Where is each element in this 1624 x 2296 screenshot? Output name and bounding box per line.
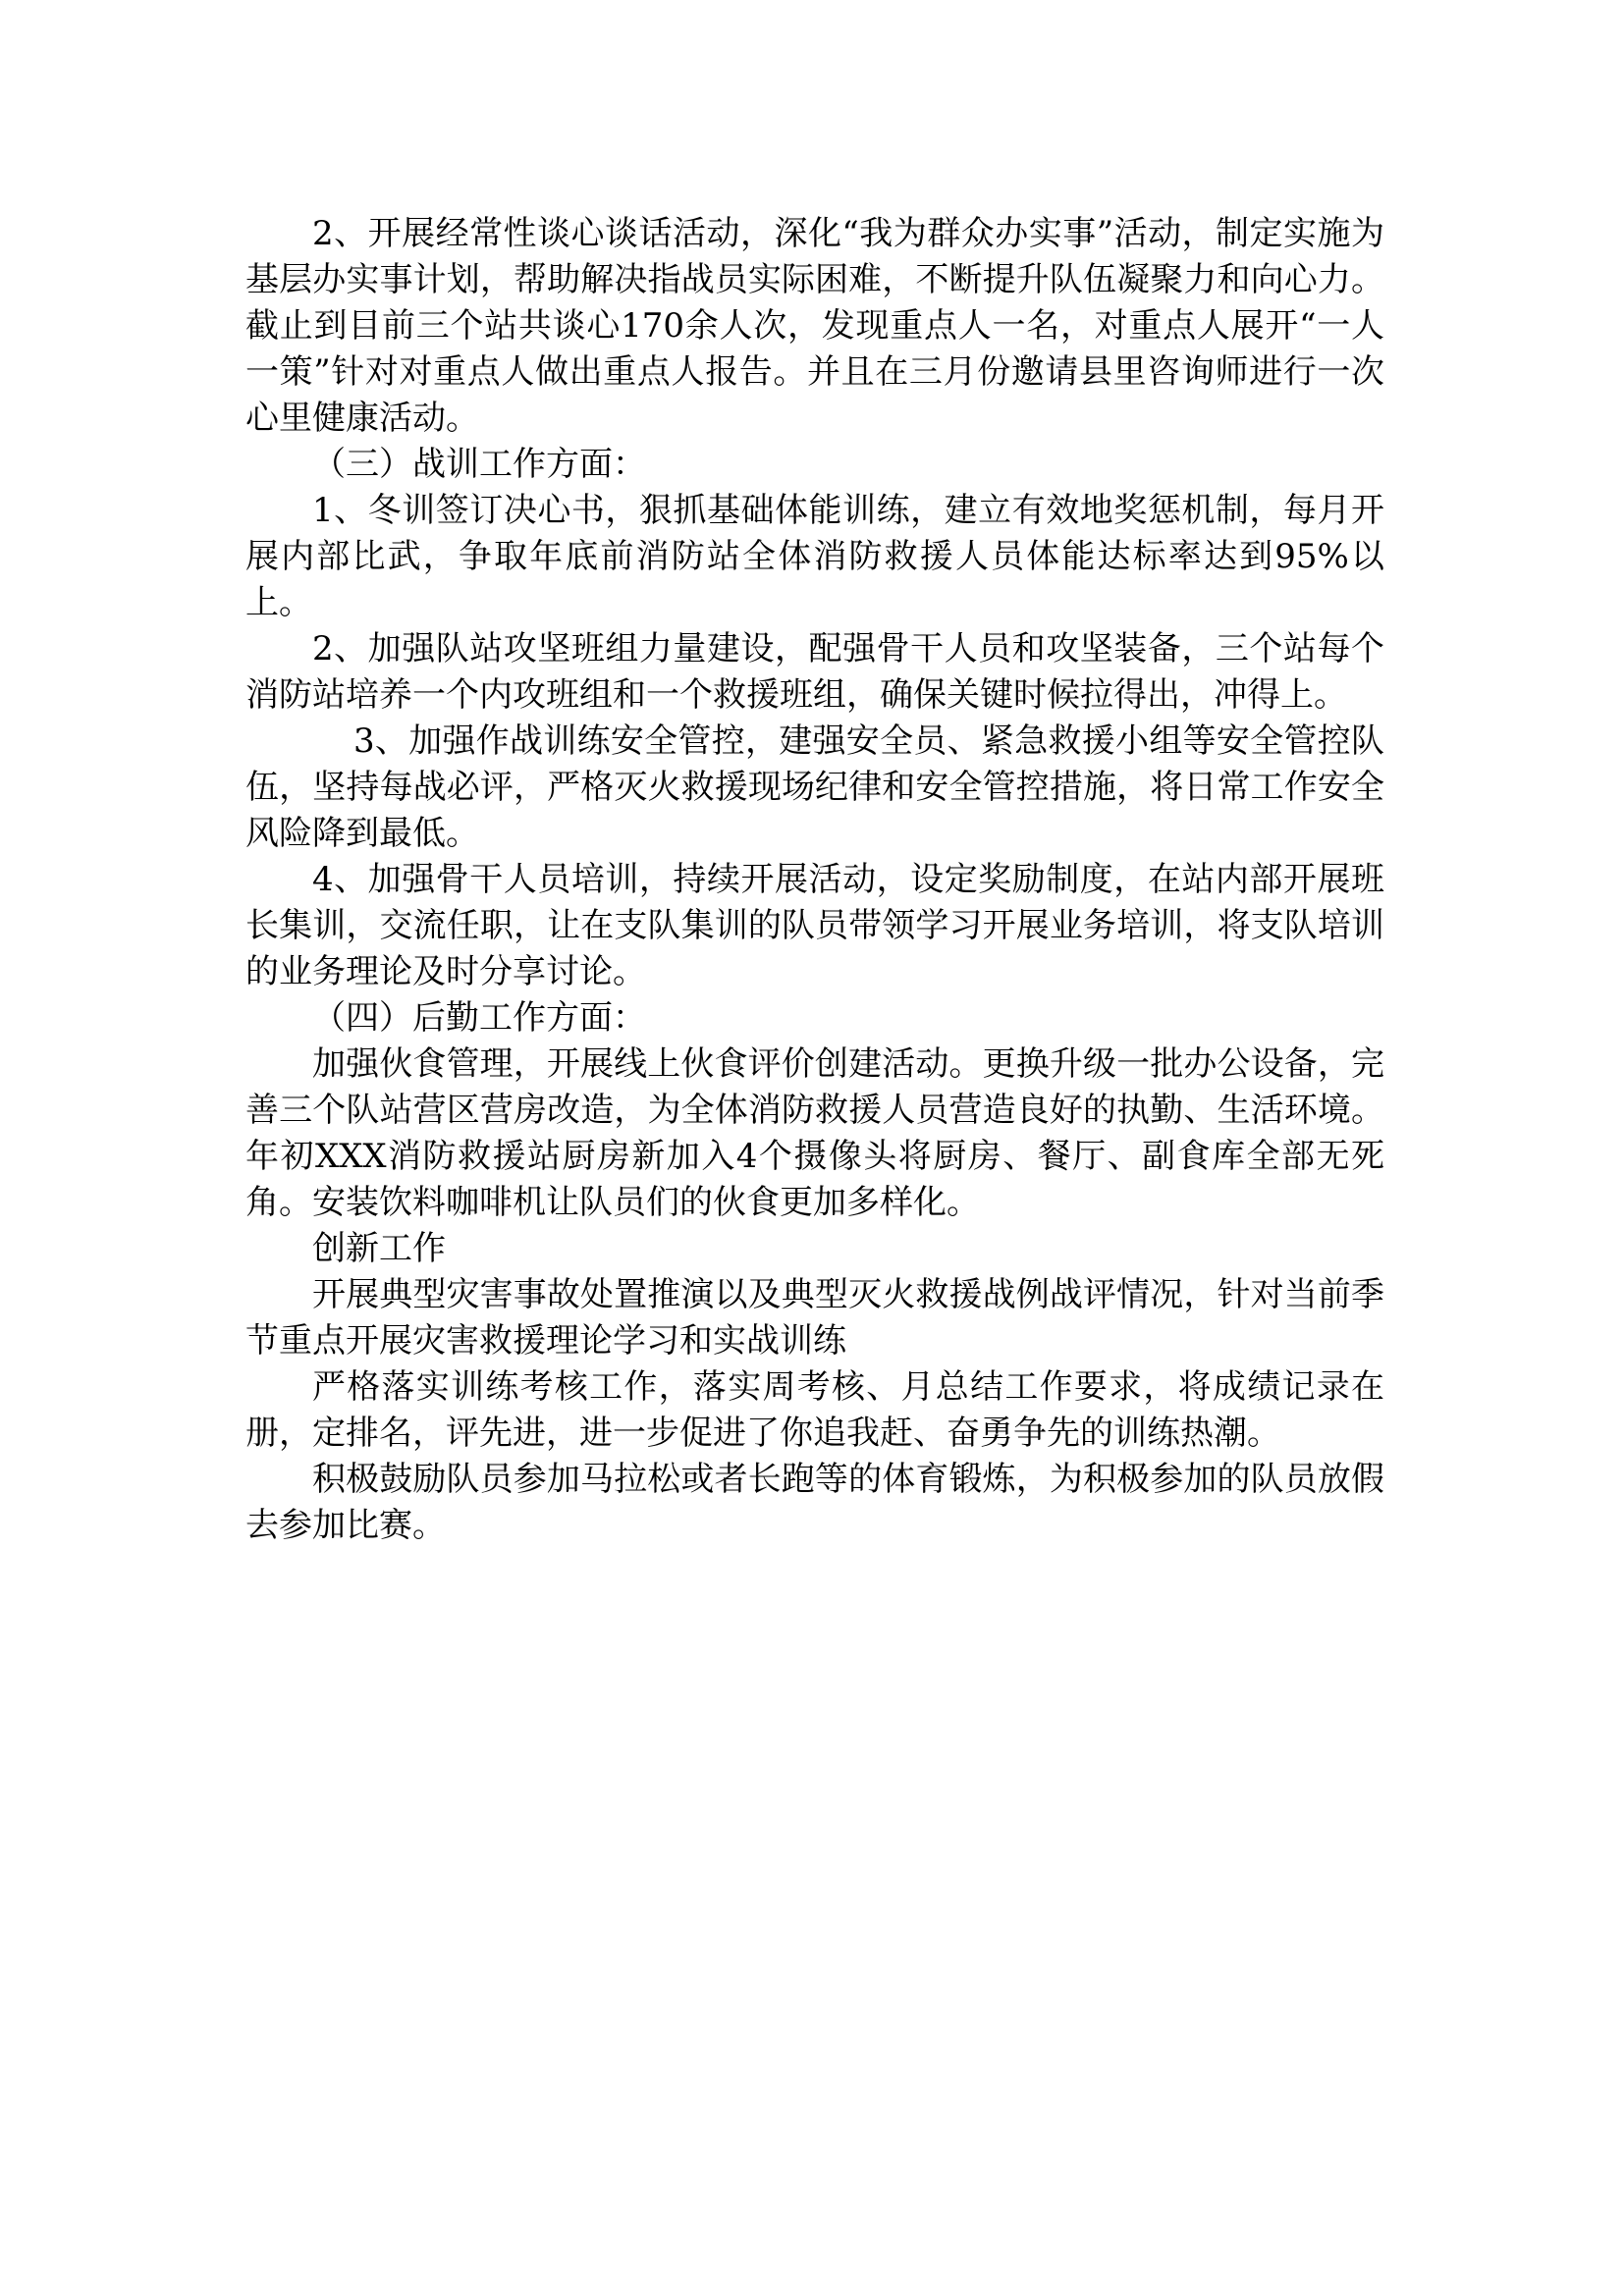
paragraph-item-2-talks: 2、开展经常性谈心谈话活动，深化“我为群众办实事”活动，制定实施为基层办实事计划，帮助解决指战员实际困难，不断提升队伍凝聚力和向心力。截止到目前三个站共谈心170余人次，发现重点人一名，对重点人展开“一人一策”针对对重点人做出重点人报告。并且在三月份邀请县里咨询师进行一次心里健康活动。 <box>245 214 1384 438</box>
paragraph-innovation-marathon: 积极鼓励队员参加马拉松或者长跑等的体育锻炼，为积极参加的队员放假去参加比赛。 <box>245 1460 1384 1545</box>
paragraph-item-1-winter-training: 1、冬训签订决心书，狠抓基础体能训练，建立有效地奖惩机制，每月开展内部比武，争取年底前消防站全体消防救援人员体能达标率达到95%以上。 <box>245 491 1384 622</box>
document-body <box>245 211 1384 1549</box>
paragraph-innovation-assessment: 严格落实训练考核工作，落实周考核、月总结工作要求，将成绩记录在册，定排名，评先进，进一步促进了你追我赶、奋勇争先的训练热潮。 <box>245 1367 1384 1453</box>
paragraph-item-3-safety-control: 3、加强作战训练安全管控，建强安全员、紧急救援小组等安全管控队伍，坚持每战必评，严格灭火救援现场纪律和安全管控措施，将日常工作安全风险降到最低。 <box>245 721 1384 853</box>
section-heading-innovation: 创新工作 <box>312 1229 446 1268</box>
section-heading-logistics: （四）后勤工作方面： <box>312 998 646 1038</box>
section-heading-training: （三）战训工作方面： <box>312 445 646 484</box>
paragraph-item-4-backbone-training: 4、加强骨干人员培训，持续开展活动，设定奖励制度，在站内部开展班长集训，交流任职，让在支队集训的队员带领学习开展业务培训，将支队培训的业务理论及时分享讨论。 <box>245 860 1384 991</box>
paragraph-item-2-assault-teams: 2、加强队站攻坚班组力量建设，配强骨干人员和攻坚装备，三个站每个消防站培养一个内攻班组和一个救援班组，确保关键时候拉得出，冲得上。 <box>245 629 1384 715</box>
paragraph-logistics-meals: 加强伙食管理，开展线上伙食评价创建活动。更换升级一批办公设备，完善三个队站营区营房改造，为全体消防救援人员营造良好的执勤、生活环境。年初XXX消防救援站厨房新加入4个摄像头将厨房、餐厅、副食库全部无死角。安装饮料咖啡机让队员们的伙食更加多样化。 <box>245 1044 1384 1222</box>
paragraph-innovation-drills: 开展典型灾害事故处置推演以及典型灭火救援战例战评情况，针对当前季节重点开展灾害救援理论学习和实战训练 <box>245 1275 1384 1361</box>
